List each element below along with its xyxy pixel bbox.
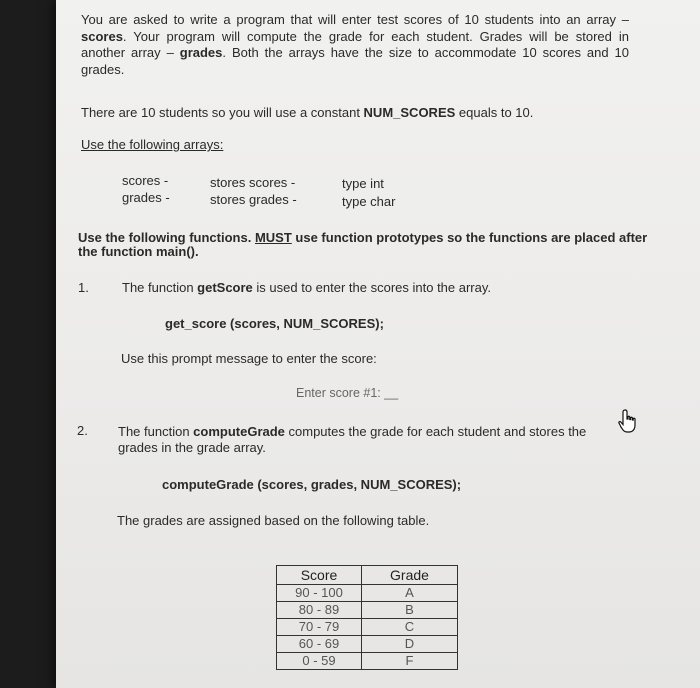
array-name-emphasis: scores	[81, 28, 123, 44]
functions-heading-part2: use function prototypes so the functions are placed after	[291, 230, 648, 245]
score-range: 60 - 69	[277, 636, 362, 653]
item2-text-before: The function	[118, 424, 194, 439]
functions-heading-line2: the function main().	[78, 244, 199, 259]
array-grades-desc: stores grades -	[210, 192, 297, 207]
array-scores-desc: stores scores -	[210, 175, 296, 190]
intro-paragraph	[81, 12, 629, 78]
intro-line: grades.	[81, 61, 125, 77]
table-intro: The grades are assigned based on the following table.	[117, 513, 430, 528]
grade-letter: D	[362, 636, 458, 653]
score-range: 70 - 79	[277, 619, 362, 636]
array-grades-name: grades -	[122, 190, 170, 205]
grade-table	[276, 565, 458, 670]
header-score: Score	[277, 566, 362, 585]
intro-line: another array – grades. Both the arrays have the size to accommodate 10 scores and 10	[81, 45, 629, 60]
table-row	[277, 619, 458, 636]
constant-sentence	[81, 104, 533, 121]
intro-line: scores. Your program will compute the grade for each student. Grades will be stored in	[81, 28, 629, 44]
array-name-emphasis: grades	[179, 45, 223, 60]
item2-text-after: computes the grade for each student and stores the	[284, 424, 587, 439]
array-scores-name: scores -	[122, 173, 169, 188]
table-row	[277, 653, 458, 670]
score-range: 80 - 89	[277, 602, 362, 619]
score-range: 90 - 100	[277, 585, 362, 602]
item1-call: get_score (scores, NUM_SCORES);	[165, 316, 384, 331]
item1-prompt-example: Enter score #1: __	[296, 386, 399, 400]
item2-func-name: computeGrade	[193, 424, 285, 439]
header-grade: Grade	[362, 566, 458, 585]
grade-letter: F	[362, 653, 458, 670]
score-range: 0 - 59	[277, 653, 362, 670]
must-emphasis: MUST	[254, 230, 292, 245]
array-scores-type: type int	[342, 176, 384, 191]
grade-letter: A	[362, 585, 458, 602]
item1-number: 1.	[78, 280, 89, 295]
item2-number: 2.	[77, 423, 88, 438]
table-row	[277, 602, 458, 619]
table-row	[277, 585, 458, 602]
grade-letter: B	[362, 602, 458, 619]
table-row	[277, 636, 458, 653]
constant-name: NUM_SCORES	[363, 105, 456, 120]
item2-text-line2: grades in the grade array.	[118, 440, 266, 455]
item1-text-before: The function	[122, 280, 198, 295]
item1-func-name: getScore	[197, 280, 253, 295]
grade-table-header-row	[277, 566, 458, 585]
item1-prompt-label: Use this prompt message to enter the score:	[121, 351, 377, 366]
item2-text-line1	[118, 423, 632, 440]
constant-text-after: equals to 10.	[455, 105, 534, 120]
functions-heading-part1: Use the following functions.	[78, 230, 255, 245]
intro-line: You are asked to write a program that will enter test scores of 10 students into an array –	[81, 12, 629, 27]
item1-text-after: is used to enter the scores into the array.	[252, 280, 492, 295]
mouse-pointer-icon	[617, 408, 639, 434]
item2-call: computeGrade (scores, grades, NUM_SCORES);	[162, 477, 462, 492]
constant-text-before: There are 10 students so you will use a constant	[81, 105, 364, 120]
grade-letter: C	[362, 619, 458, 636]
array-grades-type: type char	[342, 194, 396, 209]
arrays-heading: Use the following arrays:	[81, 137, 224, 152]
item1-text	[122, 279, 491, 296]
